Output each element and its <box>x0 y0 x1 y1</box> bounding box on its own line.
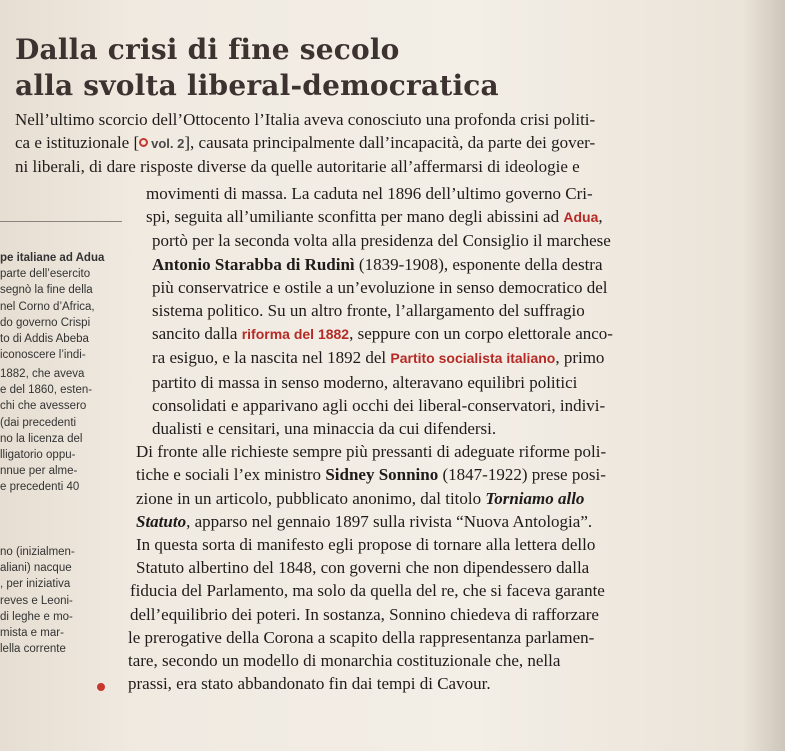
sidebar-line: iconoscere l’indi- <box>0 349 86 362</box>
sidebar-line: , per iniziativa <box>0 578 71 591</box>
intro-line: ni liberali, di dare risposte diverse da quelle autoritarie all’affermarsi di ideologie e <box>15 157 580 176</box>
sidebar-line: nel Corno d’Africa, <box>0 300 95 313</box>
body-line-8-pre: ra esiguo, e la nascita nel 1892 del <box>152 348 391 368</box>
person-sonnino: Sidney Sonnino <box>325 465 439 485</box>
person-rudini: Antonio Starabba di Rudinì <box>152 254 355 274</box>
body-line-4-post: (1839-1908), esponente della destra <box>354 254 603 274</box>
article-title-part-2: Statuto <box>136 511 187 531</box>
volume-reference-icon <box>139 138 148 147</box>
body-line: dell’equilibrio dei poteri. In sostanza, Sonnino chiedeva di rafforzare <box>130 604 599 624</box>
sidebar-line: no (inizialmen- <box>0 546 75 558</box>
sidebar-line: pe italiane ad Adua <box>0 252 105 264</box>
main-text-column <box>128 182 778 695</box>
body-line: portò per la seconda volta alla presidenza del Consiglio il marchese <box>152 231 611 251</box>
body-line-2-pre: spi, seguita all’umiliante sconfitta per mano degli abissini ad <box>146 207 564 227</box>
body-line-13-pre: tiche e sociali l’ex ministro <box>136 465 326 485</box>
sidebar-note-adua <box>0 250 126 363</box>
sidebar-divider <box>0 221 122 222</box>
body-line <box>128 205 778 229</box>
body-line: dualisti e censitari, una minaccia da cui difendersi. <box>152 419 497 439</box>
sidebar-line: chi che avessero <box>0 400 87 413</box>
sidebar-note-partito-socialista <box>0 544 126 657</box>
body-line: partito di massa in senso moderno, alteravano equilibri politici <box>152 372 578 392</box>
body-line <box>128 253 778 276</box>
body-line: fiducia del Parlamento, ma solo da quella del re, che si faceva garante <box>130 581 605 601</box>
body-line: Statuto albertino del 1848, con governi che non dipendessero dalla <box>136 558 590 578</box>
sidebar-line: aliani) nacque <box>0 562 72 575</box>
intro-line: Nell’ultimo scorcio dell’Ottocento l’Italia aveva conosciuto una profonda crisi politi- <box>15 110 596 129</box>
body-line-14-pre: zione in un articolo, pubblicato anonimo, dal titolo <box>136 488 486 508</box>
body-line: Di fronte alle richieste sempre più pressanti di adeguate riforme poli- <box>136 442 607 462</box>
intro-line <box>15 131 775 155</box>
section-title <box>15 32 499 104</box>
term-partito-socialista[interactable]: Partito socialista italiano <box>390 350 556 367</box>
body-line <box>128 322 778 346</box>
body-line: sistema politico. Su un altro fronte, l’allargamento del suffragio <box>152 301 585 321</box>
sidebar-line: di leghe e mo- <box>0 610 73 623</box>
body-line: più conservatrice e ostile a un’evoluzione in senso democratico del <box>152 277 608 297</box>
sidebar-line: mista e mar- <box>0 627 64 640</box>
sidebar-line: e del 1860, esten- <box>0 384 93 397</box>
sidebar-line: no la licenza del <box>0 432 83 445</box>
body-line: prassi, era stato abbandonato fin dai tempi di Cavour. <box>128 674 491 694</box>
body-line-2-post: , <box>598 207 603 227</box>
sidebar-line: parte dell’esercito <box>0 268 91 281</box>
body-line-13-post: (1847-1922) prese posi- <box>438 465 606 485</box>
sidebar-line: segnò la fine della <box>0 284 93 297</box>
intro-paragraph <box>15 108 775 178</box>
body-line: consolidati e apparivano agli occhi dei liberal-conservatori, indivi- <box>152 395 606 415</box>
body-line <box>128 487 778 510</box>
body-line <box>128 463 778 486</box>
body-line-15-post: , apparso nel gennaio 1897 sulla rivista “Nuova Antologia”. <box>186 511 593 531</box>
sidebar-note-riforma-1882 <box>0 366 126 496</box>
body-line: In questa sorta di manifesto egli propose di tornare alla lettera dello <box>136 535 596 555</box>
sidebar-line: 1882, che aveva <box>0 368 85 380</box>
body-line: movimenti di massa. La caduta nel 1896 dell’ultimo governo Cri- <box>146 184 593 203</box>
sidebar-line: reves e Leoni- <box>0 594 73 607</box>
sidebar-line: e precedenti 40 <box>0 481 80 494</box>
sidebar-line: to di Addis Abeba <box>0 333 89 346</box>
article-title-part-1: Torniamo allo <box>485 488 585 508</box>
body-line <box>128 510 778 533</box>
sidebar-line: nnue per alme- <box>0 465 78 478</box>
intro-line-2-post: ], causata principalmente dall’incapacità, da parte dei gover- <box>184 133 596 152</box>
sidebar-line: do governo Crispi <box>0 316 91 329</box>
body-line-7-pre: sancito dalla <box>152 324 242 344</box>
sidebar-line: (dai precedenti <box>0 416 77 429</box>
term-adua[interactable]: Adua <box>563 209 599 226</box>
intro-line-2-pre: ca e istituzionale [ <box>15 133 140 152</box>
body-line-8-post: , primo <box>555 348 605 368</box>
volume-reference[interactable]: vol. 2 <box>151 136 185 151</box>
section-title-line-1: Dalla crisi di fine secolo <box>15 33 400 66</box>
red-marker-icon <box>97 683 105 691</box>
section-title-line-2: alla svolta liberal-democratica <box>15 69 499 102</box>
body-line: tare, secondo un modello di monarchia costituzionale che, nella <box>128 651 561 671</box>
sidebar-line: lligatorio oppu- <box>0 449 76 462</box>
term-riforma-1882[interactable]: riforma del 1882 <box>241 326 350 343</box>
body-line-7-post: , seppure con un corpo elettorale anco- <box>349 324 613 344</box>
body-line: le prerogative della Corona a scapito della rappresentanza parlamen- <box>128 627 595 647</box>
body-line <box>128 346 778 370</box>
sidebar-line: lella corrente <box>0 643 66 656</box>
